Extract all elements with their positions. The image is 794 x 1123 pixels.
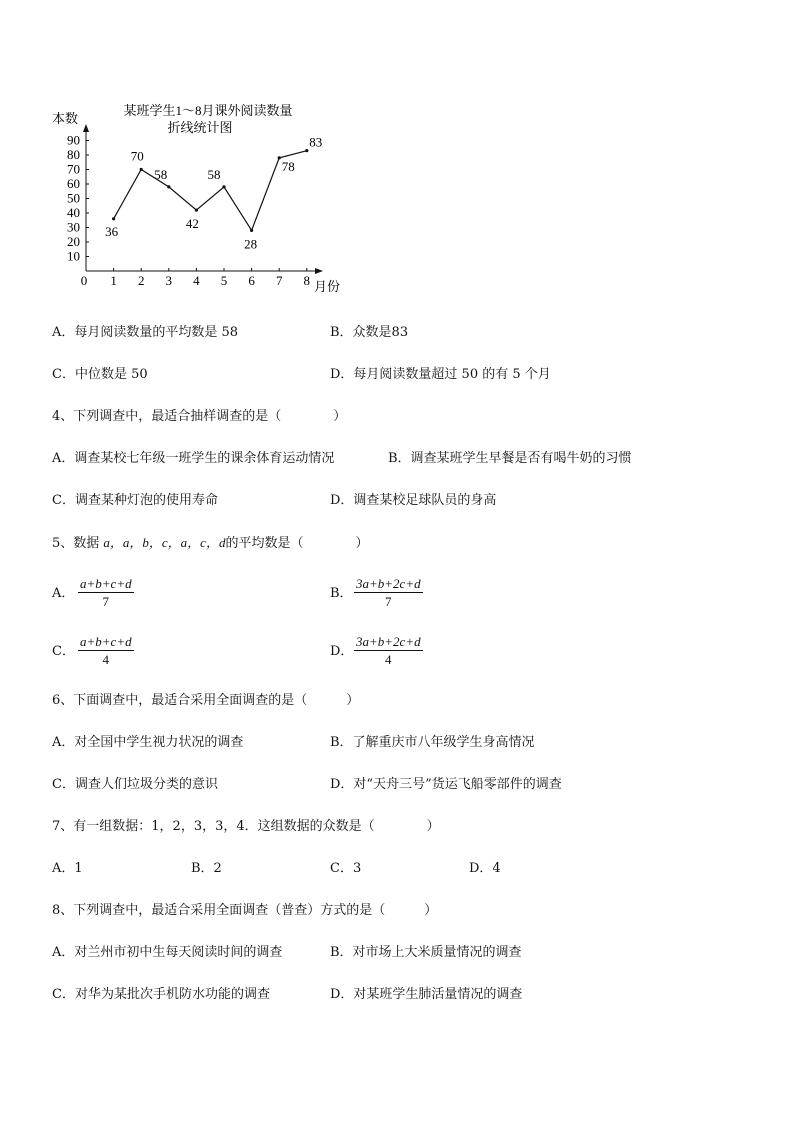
data-point <box>222 185 225 188</box>
q6-stem: 6、下面调查中，最适合采用全面调查的是（ ） <box>52 693 360 708</box>
y-tick-label: 20 <box>67 234 80 249</box>
y-tick-label: 90 <box>67 132 80 148</box>
data-point <box>140 168 143 171</box>
q7-option-b[interactable]: B．2 <box>191 861 222 876</box>
y-tick-label: 30 <box>67 219 80 235</box>
x-tick-label: 8 <box>303 273 311 288</box>
q5-option-b-numerator: 3a+b+2c+d <box>356 576 421 591</box>
q7-option-c[interactable]: C．3 <box>330 861 362 876</box>
y-tick-label: 50 <box>67 190 80 206</box>
data-point <box>112 217 115 220</box>
q8-option-b[interactable]: B．对市场上大米质量情况的调查 <box>330 945 522 960</box>
data-label: 28 <box>244 236 258 252</box>
q5-option-c-fraction <box>78 634 134 668</box>
x-tick-label: 4 <box>193 273 200 288</box>
data-label: 42 <box>185 216 199 232</box>
data-point <box>167 185 170 188</box>
q5-option-c-label: C． <box>52 644 75 659</box>
q5-stem-vars: a，a，b，c，a，c，d <box>103 535 226 550</box>
q8-option-a[interactable]: A．对兰州市初中生每天阅读时间的调查 <box>52 945 283 960</box>
y-tick-label: 70 <box>67 161 80 177</box>
q6-option-b[interactable]: B．了解重庆市八年级学生身高情况 <box>330 735 535 750</box>
q5-option-a-numerator: a+b+c+d <box>80 576 132 591</box>
q5-option-b[interactable] <box>330 576 470 612</box>
q5-option-a-denominator: 7 <box>102 594 110 609</box>
q4-option-c[interactable]: C．调查某种灯泡的使用寿命 <box>52 493 218 508</box>
q5-option-d-numerator: 3a+b+2c+d <box>356 634 421 649</box>
q4-option-d[interactable]: D．调查某校足球队员的身高 <box>330 493 497 508</box>
x-tick-label: 5 <box>220 273 228 288</box>
q5-option-a-label: A． <box>52 586 75 601</box>
q4-option-b[interactable]: B．调查某班学生早餐是否有喝牛奶的习惯 <box>388 451 632 466</box>
q3-option-b[interactable]: B．众数是83 <box>330 325 409 340</box>
data-point <box>305 149 308 152</box>
q5-option-a-fraction <box>78 576 134 610</box>
x-tick-label: 6 <box>248 273 255 288</box>
q5-stem <box>52 534 368 553</box>
y-tick-label: 80 <box>67 147 80 162</box>
x-tick-label: 2 <box>137 273 145 288</box>
data-point <box>195 209 198 212</box>
data-label: 58 <box>207 166 221 182</box>
q5-option-d-fraction <box>354 634 423 668</box>
data-labels <box>105 135 322 252</box>
q5-option-b-denominator: 7 <box>385 594 392 609</box>
q4-stem: 4、下列调查中，最适合抽样调查的是（ ） <box>52 409 347 424</box>
q5-option-d-denominator: 4 <box>385 652 392 667</box>
y-axis-label: 本数 <box>52 111 79 126</box>
q6-option-c[interactable]: C．调查人们垃圾分类的意识 <box>52 777 218 792</box>
reading-line-chart <box>0 0 794 300</box>
q5-option-c[interactable] <box>52 634 172 670</box>
q8-option-c[interactable]: C．对华为某批次手机防水功能的调查 <box>52 987 270 1002</box>
x-axis-label: 月份 <box>314 279 341 294</box>
y-tick-label: 40 <box>67 205 80 220</box>
q5-option-b-label: B． <box>330 586 353 601</box>
q7-option-d[interactable]: D．4 <box>469 861 501 876</box>
chart-title-line2: 折线统计图 <box>167 120 233 135</box>
q4-option-a[interactable]: A．调查某校七年级一班学生的课余体育运动情况 <box>52 451 335 466</box>
y-axis-arrow <box>83 124 89 132</box>
q8-option-d[interactable]: D．对某班学生肺活量情况的调查 <box>330 987 523 1002</box>
chart-title-line1: 某班学生1～8月课外阅读数量 <box>123 103 293 118</box>
q5-option-d[interactable] <box>330 634 470 670</box>
x-tick-label: 0 <box>80 273 88 288</box>
q5-option-c-denominator: 4 <box>102 652 110 667</box>
data-label: 78 <box>281 158 295 174</box>
y-tick-label: 10 <box>67 248 80 264</box>
data-label: 36 <box>105 223 119 239</box>
q5-option-c-numerator: a+b+c+d <box>80 634 132 649</box>
q6-option-a[interactable]: A．对全国中学生视力状况的调查 <box>52 735 244 750</box>
data-point <box>278 156 281 159</box>
q3-option-a[interactable]: A．每月阅读数量的平均数是 58 <box>52 325 239 340</box>
x-tick-label: 1 <box>110 273 117 288</box>
q3-option-c[interactable]: C．中位数是 50 <box>52 367 148 382</box>
q7-stem: 7、有一组数据：1，2，3，3，4．这组数据的众数是（ ） <box>52 819 440 834</box>
q5-stem-prefix: 5、数据 <box>52 536 104 551</box>
q8-stem: 8、下列调查中，最适合采用全面调查（普查）方式的是（ ） <box>52 903 438 918</box>
data-label: 58 <box>154 166 168 182</box>
q6-option-d[interactable]: D．对“天舟三号”货运飞船零部件的调查 <box>330 777 562 792</box>
x-tick-label: 7 <box>275 273 283 288</box>
q5-stem-suffix: 的平均数是（ ） <box>225 536 369 551</box>
q5-option-d-label: D． <box>330 644 354 659</box>
q5-option-a[interactable] <box>52 576 172 612</box>
y-tick-label: 60 <box>67 176 80 191</box>
data-label: 83 <box>309 134 323 150</box>
q7-option-a[interactable]: A．1 <box>52 861 83 876</box>
x-axis-arrow <box>315 268 323 274</box>
q3-option-d[interactable]: D．每月阅读数量超过 50 的有 5 个月 <box>330 367 551 382</box>
q5-option-b-fraction <box>354 576 423 610</box>
data-point <box>250 229 253 232</box>
x-tick-label: 3 <box>165 273 173 288</box>
data-label: 70 <box>130 148 144 164</box>
